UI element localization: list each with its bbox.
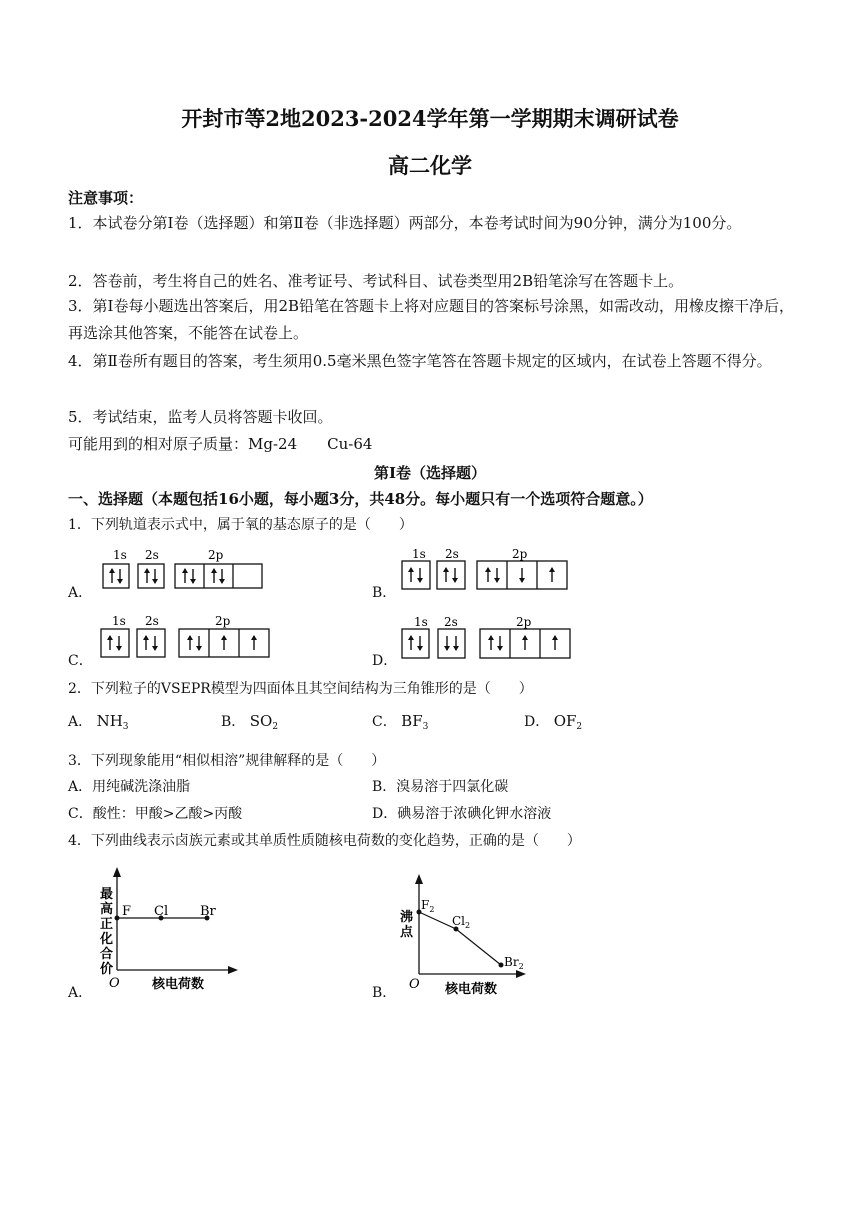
question-2-stem: 2．下列粒子的VSEPR模型为四面体且其空间结构为三角锥形的是（ ）	[68, 681, 533, 697]
note-item-5: 5．考试结束，监考人员将答题卡收回。	[68, 408, 333, 426]
graph-a	[99, 867, 238, 992]
q1-option-d-label: D．	[372, 653, 398, 669]
label-1s: 1s	[113, 548, 127, 562]
exam-subject: 高二化学	[388, 153, 472, 178]
label-2s: 2s	[445, 547, 459, 561]
q2-option-c: C． $BF_3$	[372, 712, 429, 732]
label-br2: $Br_2$	[504, 955, 524, 971]
y-axis-label	[99, 887, 113, 977]
q4-option-b-label: B．	[372, 985, 397, 1001]
q1-option-c-label: C．	[68, 653, 93, 669]
q1-option-b-label: B．	[372, 585, 397, 601]
label-2s: 2s	[145, 614, 159, 628]
x-axis-label: 核电荷数	[445, 982, 498, 997]
svg-text:点: 点	[400, 925, 414, 940]
svg-text:价: 价	[100, 962, 114, 977]
question-4-stem: 4．下列曲线表示卤族元素或其单质性质随核电荷数的变化趋势，正确的是（ ）	[68, 833, 581, 849]
point-f	[115, 916, 120, 921]
question-1-stem: 1．下列轨道表示式中，属于氧的基态原子的是（ ）	[68, 517, 413, 533]
label-1s: 1s	[412, 547, 426, 561]
exam-title: 开封市等2地2023-2024学年第一学期期末调研试卷	[181, 106, 679, 131]
section-title: 第Ⅰ卷（选择题）	[373, 464, 487, 482]
label-2p: 2p	[208, 548, 224, 562]
label-f: F	[122, 904, 132, 919]
label-2p: 2p	[215, 614, 231, 628]
notes-heading: 注意事项：	[68, 189, 144, 207]
label-2s: 2s	[145, 548, 159, 562]
svg-text:化: 化	[100, 932, 114, 947]
label-cl2: $Cl_2$	[452, 914, 471, 930]
label-cl: Cl	[154, 904, 169, 919]
svg-text:沸: 沸	[400, 910, 414, 925]
origin-label: O	[409, 977, 420, 992]
note-item-1: 1．本试卷分第Ⅰ卷（选择题）和第Ⅱ卷（非选择题）两部分，本卷考试时间为90分钟，满分为100分。	[68, 214, 742, 232]
q3-option-a: A．用纯碱洗涤油脂	[68, 779, 191, 795]
origin-label: O	[109, 976, 120, 991]
q4-option-a-label: A．	[68, 985, 93, 1001]
q3-option-b: B．溴易溶于四氯化碳	[372, 779, 509, 795]
q2-option-b: B． $SO_2$	[221, 712, 279, 732]
svg-text:正: 正	[100, 917, 114, 932]
orbital-diagram-a	[103, 548, 262, 588]
q2-option-a: A． $NH_3$	[68, 712, 129, 732]
label-1s: 1s	[414, 615, 428, 629]
label-f2: $F_2$	[421, 898, 435, 914]
note-item-4: 4．第Ⅱ卷所有题目的答案，考生须用0.5毫米黑色签字笔答在答题卡规定的区域内，在试卷上答题不得分。	[68, 352, 772, 370]
y-axis-arrow	[113, 867, 121, 877]
graph-b	[400, 874, 526, 997]
y-axis-label	[400, 909, 414, 940]
q1-option-a-label: A．	[68, 585, 93, 601]
q3-option-d: D．碘易溶于浓碘化钾水溶液	[372, 806, 552, 822]
y-axis-arrow	[415, 874, 423, 884]
svg-text:最: 最	[100, 887, 114, 902]
note-item-2: 2．答卷前，考生将自己的姓名、准考证号、考试科目、试卷类型用2B铅笔涂写在答题卡上。	[68, 272, 684, 290]
label-2p: 2p	[516, 615, 532, 629]
label-2s: 2s	[444, 615, 458, 629]
x-axis-arrow	[516, 970, 526, 978]
x-axis-arrow	[228, 966, 238, 974]
label-1s: 1s	[112, 614, 126, 628]
part-heading: 一、选择题（本题包括16小题，每小题3分，共48分。每小题只有一个选项符合题意。）	[68, 490, 653, 508]
label-2p: 2p	[512, 547, 528, 561]
question-3-stem: 3．下列现象能用“相似相溶”规律解释的是（ ）	[68, 753, 386, 769]
x-axis-label: 核电荷数	[152, 977, 205, 992]
orbital-diagram-c	[101, 614, 269, 657]
point-br2	[499, 963, 504, 968]
orbital-diagram-d	[402, 615, 570, 658]
q2-option-d: D． $OF_2$	[524, 712, 583, 732]
note-item-3: 3．第Ⅰ卷每小题选出答案后，用2B铅笔在答题卡上将对应题目的答案标号涂黑，如需改动，用橡皮擦干净后，再选涂其他答案，不能答在试卷上。	[68, 297, 795, 342]
q3-option-c: C．酸性：甲酸>乙酸>丙酸	[68, 806, 243, 822]
atomic-mass-note: 可能用到的相对原子质量：Mg-24 Cu-64	[68, 435, 373, 453]
svg-text:高: 高	[100, 902, 114, 917]
label-br: Br	[200, 904, 216, 919]
svg-text:合: 合	[100, 947, 114, 962]
orbital-diagram-b	[402, 547, 567, 589]
